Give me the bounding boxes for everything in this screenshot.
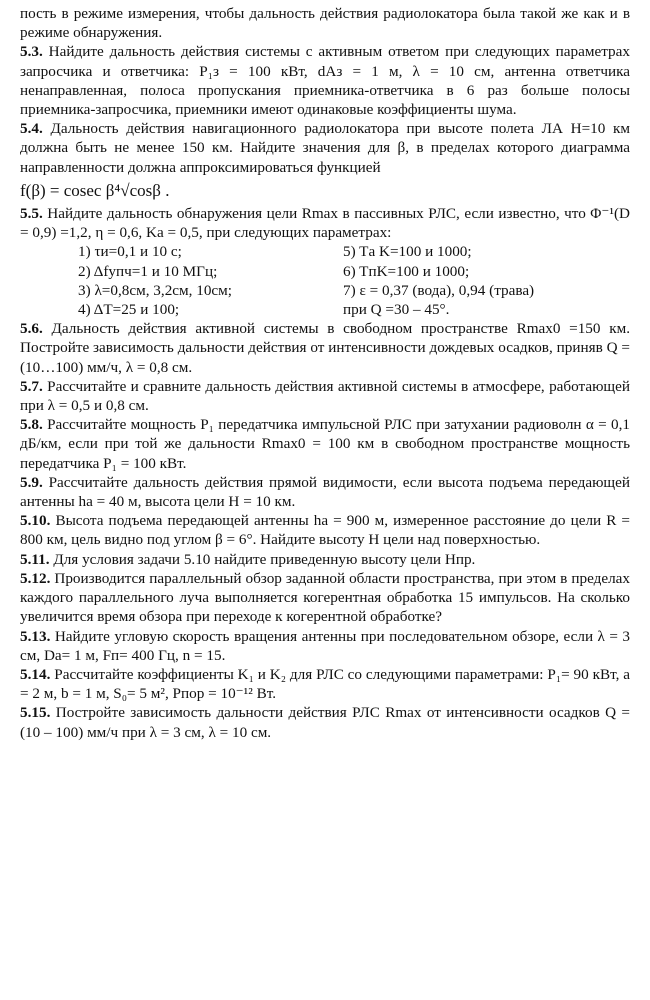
problem-5-4 bbox=[20, 119, 630, 177]
problem-number: 5.12. bbox=[20, 569, 51, 587]
problem-text: Найдите дальность действия системы с активным ответом при следующих параметрах запросчика и ответчика: P₁з = 100 кВт, dАз = 1 м, λ = 10 см, антенна ответчика ненаправленная, полоса пропускания приемника-ответчика в 6 раз больше полосы приемника-запросчика, приемники имеют одинаковые коэффициенты шума. bbox=[20, 43, 630, 119]
problem-5-11 bbox=[20, 550, 630, 569]
param-item: 4) ΔT=25 и 100; bbox=[78, 301, 180, 319]
problem-number: 5.15. bbox=[20, 704, 51, 722]
problem-5-14 bbox=[20, 665, 630, 703]
problem-text: Рассчитайте и сравните дальность действия активной системы в атмосфере, работающей при λ = 0,5 и 0,8 см. bbox=[20, 377, 630, 415]
problem-number: 5.4. bbox=[20, 120, 43, 138]
problem-number: 5.13. bbox=[20, 627, 51, 645]
problem-5-10 bbox=[20, 511, 630, 549]
problem-text: Рассчитайте коэффициенты K₁ и K₂ для РЛС со следующими параметрами: P₁= 90 кВт, a = 2 м, b = 1 м, S₀= 5 м², Pпор = 10⁻¹² Вт. bbox=[20, 665, 631, 703]
problem-text: Дальность действия навигационного радиолокатора при высоте полета ЛА H=10 км должна быть не менее 150 км. Найдите значения для β, в пределах которого диаграмма направленности должна аппроксимироваться функцией bbox=[20, 120, 631, 176]
problem-5-5 bbox=[20, 204, 630, 242]
problem-5-13 bbox=[20, 627, 630, 665]
problem-text: Найдите угловую скорость вращения антенны при последовательном обзоре, если λ = 3 см, Dа= 1 м, Fп= 400 Гц, n = 15. bbox=[20, 627, 630, 664]
problem-text: Рассчитайте дальность действия прямой видимости, если высота подъема передающей антенны hа = 40 м, высота цели H = 10 км. bbox=[20, 473, 630, 511]
problem-5-8 bbox=[20, 415, 630, 473]
param-item: 3) λ=0,8см, 3,2см, 10см; bbox=[78, 281, 232, 299]
problem-number: 5.8. bbox=[20, 416, 43, 434]
param-item: 7) ε = 0,37 (вода), 0,94 (трава) bbox=[343, 281, 535, 299]
problem-number: 5.5. bbox=[20, 205, 43, 223]
problem-number: 5.9. bbox=[20, 473, 43, 491]
formula-f-beta: f(β) = cosec β⁴√cosβ . bbox=[20, 180, 170, 200]
problem-text: Рассчитайте мощность P₁ передатчика импульсной РЛС при затухании радиоволн α = 0,1 дБ/км, если при той же дальности Rmax0 = 100 км в свободном пространстве мощность передатчика P₁ = 100 кВт. bbox=[20, 416, 630, 472]
problem-text: Найдите дальность обнаружения цели Rmax в пассивных РЛС, если известно, что Φ⁻¹(D = 0,9) =1,2, η = 0,6, Kа = 0,5, при следующих параметрах: bbox=[20, 205, 631, 242]
param-item: 6) TпK=100 и 1000; bbox=[343, 262, 470, 280]
problem-5-7 bbox=[20, 377, 630, 415]
problem-text: Дальность действия активной системы в свободном пространстве Rmax0 =150 км. Постройте зависимость дальности действия от интенсивности дождевых осадков, приняв Q = (10…100) мм/ч, λ = 0,8 см. bbox=[20, 320, 631, 376]
param-item: 1) τи=0,1 и 10 с; bbox=[78, 243, 182, 261]
problem-number: 5.3. bbox=[20, 43, 43, 61]
intro-paragraph: пость в режиме измерения, чтобы дальность действия радиолокатора была такой же как и в режиме обнаружения. bbox=[20, 5, 630, 42]
parameter-list bbox=[78, 242, 630, 319]
problem-5-15 bbox=[20, 703, 630, 741]
param-item: при Q =30 – 45°. bbox=[343, 301, 450, 319]
problem-5-6 bbox=[20, 319, 630, 377]
problem-number: 5.6. bbox=[20, 320, 43, 338]
problem-number: 5.11. bbox=[20, 550, 50, 568]
problem-5-12 bbox=[20, 569, 630, 627]
problem-text: Постройте зависимость дальности действия РЛС Rmax от интенсивности осадков Q = (10 – 100) мм/ч при λ = 3 см, λ = 10 см. bbox=[20, 704, 630, 741]
problem-text: Производится параллельный обзор заданной области пространства, при этом в пределах каждого параллельного луча выполняется когерентная обработка 15 импульсов. На сколько увеличится время обзора при переходе к когерентной обработке? bbox=[20, 569, 630, 626]
problem-text: Для условия задачи 5.10 найдите приведенную высоту цели Hпр. bbox=[53, 550, 476, 568]
problem-5-9 bbox=[20, 473, 630, 511]
problem-text: Высота подъема передающей антенны hа = 900 м, измеренное расстояние до цели R = 800 км, цель видно под углом β = 6°. Найдите высоту H цели над поверхностью. bbox=[20, 512, 630, 549]
problem-number: 5.10. bbox=[20, 512, 51, 530]
problem-number: 5.14. bbox=[20, 665, 51, 683]
param-item: 2) Δfупч=1 и 10 МГц; bbox=[78, 262, 218, 280]
problem-number: 5.7. bbox=[20, 377, 43, 395]
param-item: 5) Tа K=100 и 1000; bbox=[343, 243, 472, 261]
problem-5-3 bbox=[20, 42, 630, 119]
